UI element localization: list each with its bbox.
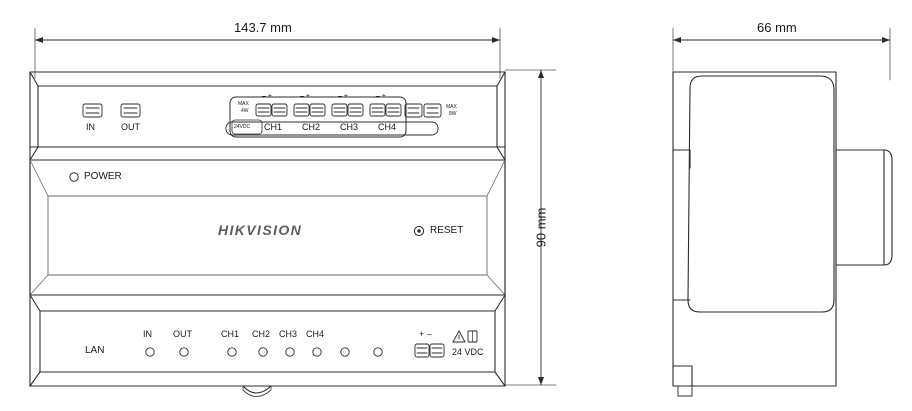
indicator-label-in: IN bbox=[143, 329, 152, 339]
terminal-channel-ch2: CH2 bbox=[302, 122, 321, 132]
dimension-width-label: 143.7 mm bbox=[234, 20, 292, 35]
lan-port-label: LAN bbox=[85, 345, 105, 356]
terminal-channel-ch3: CH3 bbox=[340, 122, 359, 132]
terminal-24vdc-mark: 24VDC bbox=[234, 124, 251, 130]
terminal-channel-ch4: CH4 bbox=[378, 122, 397, 132]
terminal-max-8w-line1: MAX bbox=[446, 104, 457, 110]
indicator-label-out: OUT bbox=[173, 329, 192, 339]
terminal-channel-ch1: CH1 bbox=[264, 122, 283, 132]
power-led-label: POWER bbox=[84, 171, 122, 182]
terminal-max-8w-line2: 8W bbox=[449, 111, 457, 117]
bottom-channel-ch1: CH1 bbox=[221, 329, 240, 339]
terminal-max-4w-line1: MAX bbox=[238, 101, 249, 107]
polarity-pair-ch1: – + bbox=[262, 93, 272, 100]
polarity-pair-ch4: – + bbox=[376, 93, 386, 100]
dimension-depth-label: 66 mm bbox=[757, 20, 797, 35]
polarity-pair-ch2: – + bbox=[300, 93, 310, 100]
polarity-pair-ch3: – + bbox=[338, 93, 348, 100]
port-label-in: IN bbox=[86, 122, 95, 132]
power-voltage-label: 24 VDC bbox=[452, 347, 484, 357]
brand-logo-text: HIKVISION bbox=[218, 222, 303, 238]
port-label-out: OUT bbox=[121, 122, 140, 132]
terminal-max-4w-line2: 4W bbox=[241, 108, 249, 114]
power-polarity-label: + – bbox=[419, 329, 432, 339]
bottom-channel-ch3: CH3 bbox=[279, 329, 298, 339]
reset-button-label: RESET bbox=[430, 225, 464, 236]
bottom-channel-ch4: CH4 bbox=[306, 329, 325, 339]
dimension-height-label: 90 mm bbox=[533, 207, 549, 248]
bottom-channel-ch2: CH2 bbox=[252, 329, 271, 339]
